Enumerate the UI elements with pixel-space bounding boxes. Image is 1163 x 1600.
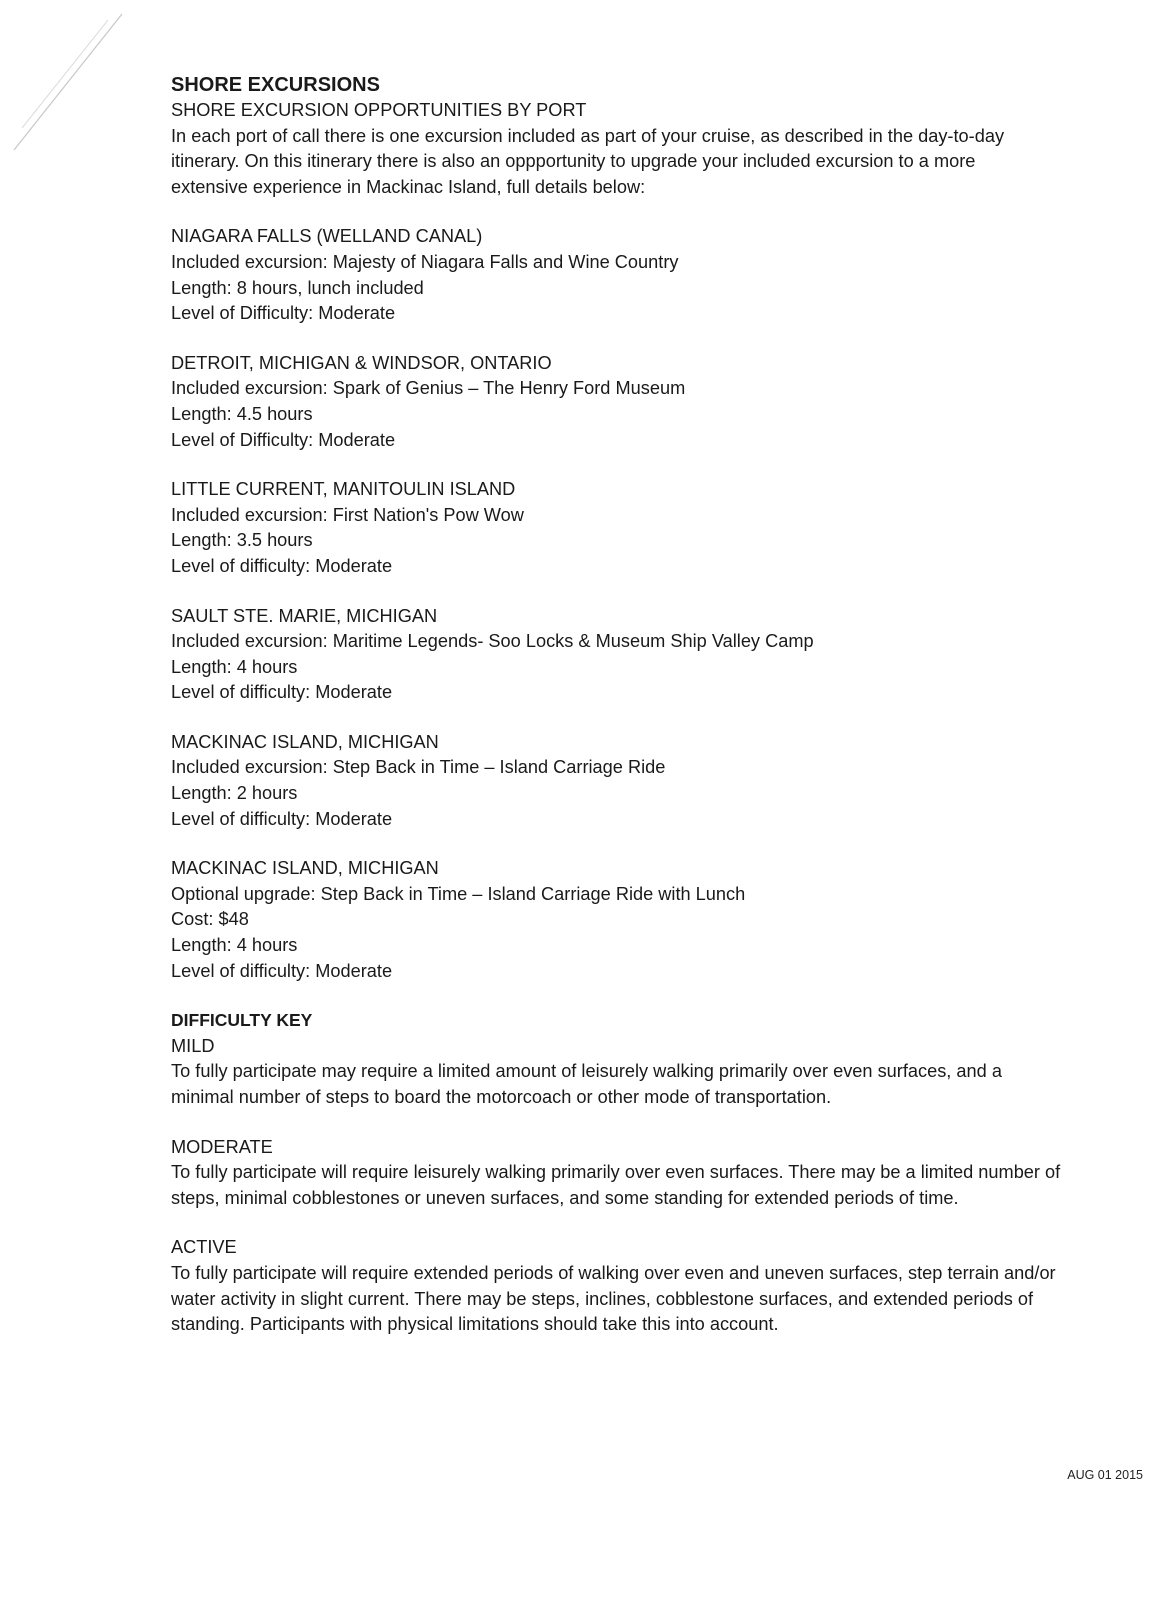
- difficulty-level-description: To fully participate may require a limited amount of leisurely walking primarily over even surfaces, and a minimal number of steps to board the motorcoach or other mode of transportation.: [171, 1061, 1002, 1107]
- difficulty-key-title: DIFFICULTY KEY: [171, 1010, 313, 1031]
- port-name: LITTLE CURRENT, MANITOULIN ISLAND: [171, 479, 516, 500]
- scan-corner-mark: [0, 0, 140, 170]
- port-excursion: Included excursion: Spark of Genius – The Henry Ford Museum: [171, 378, 686, 399]
- port-excursion: Included excursion: First Nation's Pow Wow: [171, 504, 524, 525]
- difficulty-level-name: ACTIVE: [171, 1237, 237, 1258]
- document-subtitle: SHORE EXCURSION OPPORTUNITIES BY PORT: [171, 100, 587, 120]
- port-name: SAULT STE. MARIE, MICHIGAN: [171, 605, 438, 626]
- upgrade-port-name: MACKINAC ISLAND, MICHIGAN: [171, 858, 439, 879]
- port-name: DETROIT, MICHIGAN & WINDSOR, ONTARIO: [171, 352, 552, 373]
- difficulty-level-name: MODERATE: [171, 1136, 273, 1157]
- difficulty-level-description: To fully participate will require leisurely walking primarily over even surfaces. There may be a limited number of steps, minimal cobblestones or uneven surfaces, and some standing for extended periods of time.: [171, 1162, 1061, 1208]
- upgrade-cost: Cost: $48: [171, 909, 249, 930]
- difficulty-level-name: MILD: [171, 1035, 215, 1056]
- upgrade-length: Length: 4 hours: [171, 935, 298, 956]
- port-length: Length: 3.5 hours: [171, 530, 313, 551]
- port-section: [171, 351, 1071, 453]
- port-length: Length: 4.5 hours: [171, 403, 313, 424]
- port-difficulty: Level of Difficulty: Moderate: [171, 429, 396, 450]
- port-section: [171, 224, 1071, 326]
- document-body: [171, 72, 1071, 1338]
- port-length: Length: 4 hours: [171, 656, 298, 677]
- port-name: MACKINAC ISLAND, MICHIGAN: [171, 731, 439, 752]
- port-section: [171, 604, 1071, 706]
- port-excursion: Included excursion: Majesty of Niagara Falls and Wine Country: [171, 251, 679, 272]
- upgrade-section: [171, 856, 1071, 984]
- difficulty-level-block: [171, 1235, 1071, 1337]
- difficulty-level-block: [171, 1135, 1071, 1212]
- difficulty-key-section: [171, 1008, 1071, 1110]
- port-length: Length: 8 hours, lunch included: [171, 277, 424, 298]
- port-excursion: Included excursion: Maritime Legends- Soo Locks & Museum Ship Valley Camp: [171, 631, 814, 652]
- document-title: SHORE EXCURSIONS: [171, 74, 380, 96]
- port-section: [171, 477, 1071, 579]
- port-section: [171, 730, 1071, 832]
- difficulty-level-description: To fully participate will require extended periods of walking over even and uneven surfaces, step terrain and/or water activity in slight current. There may be steps, inclines, cobblestone surfaces, and extended periods of standing. Participants with physical limitations should take this into account.: [171, 1262, 1056, 1335]
- port-difficulty: Level of difficulty: Moderate: [171, 555, 393, 576]
- port-length: Length: 2 hours: [171, 783, 298, 804]
- port-difficulty: Level of difficulty: Moderate: [171, 682, 393, 703]
- date-stamp: AUG 01 2015: [1067, 1468, 1143, 1482]
- upgrade-excursion: Optional upgrade: Step Back in Time – Island Carriage Ride with Lunch: [171, 883, 746, 904]
- intro-paragraph: In each port of call there is one excursion included as part of your cruise, as described in the day-to-day itinerary. On this itinerary there is also an oppportunity to upgrade your included excursion to a more extensive experience in Mackinac Island, full details below:: [171, 125, 1005, 197]
- port-name: NIAGARA FALLS (WELLAND CANAL): [171, 226, 483, 247]
- upgrade-difficulty: Level of difficulty: Moderate: [171, 960, 393, 981]
- port-difficulty: Level of difficulty: Moderate: [171, 808, 393, 829]
- port-excursion: Included excursion: Step Back in Time – Island Carriage Ride: [171, 757, 666, 778]
- port-difficulty: Level of Difficulty: Moderate: [171, 303, 396, 324]
